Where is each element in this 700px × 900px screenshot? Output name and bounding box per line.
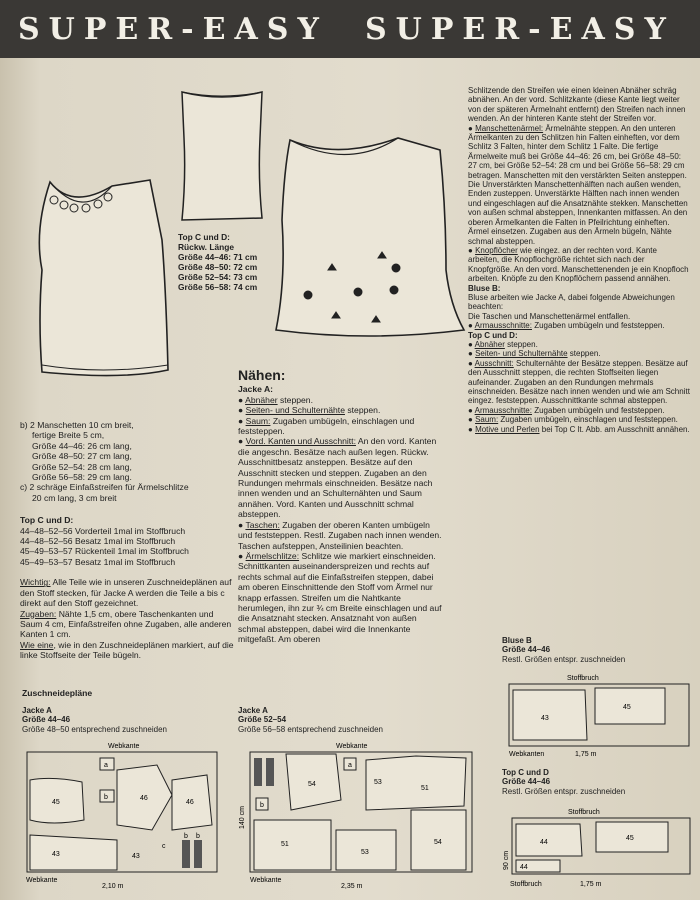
top-c-illustration bbox=[12, 170, 187, 395]
plan-label: b bbox=[196, 833, 200, 840]
plan-label: c bbox=[162, 843, 166, 850]
naehen-item: ● Vord. Kanten und Ausschnitt: An den vord. Kanten die angeschn. Besätze nach außen legen. Rückw. Ausschnittbesatz ansteppen. Besätze auf den Ausschnitt stecken und steppen. Zugaben an den Rundungen mehrmals einschneiden. Besätze nach innen wenden und an Schulternähten und Saum annähen. Vord. Kanten und Ausschnitt schmal absteppen. bbox=[238, 436, 437, 520]
topcd-length-subtitle: Rückw. Länge bbox=[178, 242, 234, 252]
item-text: wie eingez. an der rechten vord. Kante arbeiten, die Knopflochgröße richtet sich nach der Knopfgröße. An den vord. Manschettenenden je ein Knopfloch arbeiten. Knöpfe zu den Knopflöchern passend annähen. bbox=[468, 245, 689, 284]
item-text: Schlitze wie markiert einschneiden. Schnittkanten auseinanderspreizen und rechts auf rechts schmal auf die Einfaßstreifen steppen, dabei am oberen Einschnittende den Stoff vom Ärmel nur knapp erfassen. Streifen um die Nahtkante herumlegen, ihn zur ¾ cm Breite einschlagen und auf die Ansatznaht stecken. Ansatznaht von außen schmal absteppen, dabei wird die Innenkante mitgefaßt. Am oberen bbox=[238, 550, 442, 645]
item-label: Armausschnitte: bbox=[474, 405, 532, 415]
vlies-label: Wie eine bbox=[20, 639, 54, 650]
right-column bbox=[468, 86, 690, 434]
cd-part-row bbox=[20, 526, 235, 536]
naehen-item: ● Saum: Zugaben umbügeln, einschlagen und feststeppen. bbox=[238, 415, 415, 437]
plan-webkanten: Webkanten bbox=[509, 751, 545, 758]
item-text: Ärmelnähte steppen. An den unteren Ärmelkanten zu den Schlitzen hin Falten einheften, vor dem Schlitz 3 Falten, hinter dem Schlitz 1 Falte. Die fertige Ärmelweite muß bei Größe 44–46: 26 cm, bei Größe 48–50: 27 cm, bei Größe 52–54: 28 cm und bei Größe 56–58: 29 cm betragen. Manschetten mit den verstärkten Seiten ansteppen. Die Unverstärkten Manschettenhälften nach außen wenden, Enden zusteppen. Unverstärkte Hälften nach innen wenden und eingeschlagen auf die Ansatznähte stekken. Manschetten von außen schmal absteppen, Innenkanten mitfassen. An den oberen Ärmelkanten die Falten in Pfeilrichtung einheften. Ärmel einsetzen. Zugaben aus den Ärmeln bügeln, Nähte schmal absteppen. bbox=[468, 123, 688, 246]
plan-top-cd-caption bbox=[502, 768, 692, 796]
plan-size: Größe 44–46 bbox=[502, 645, 551, 655]
plan-webkante: Webkante bbox=[108, 743, 140, 750]
size-code: 45–49–53–57 bbox=[20, 556, 73, 567]
plan-jacke-a-left-caption bbox=[22, 706, 232, 734]
item-label: Saum: bbox=[475, 415, 499, 425]
plan-title: Top C und D bbox=[502, 768, 549, 777]
item-text: Zugaben umbügeln, einschlagen und feststeppen. bbox=[238, 415, 415, 437]
size-code: 44–48–52–56 bbox=[20, 525, 73, 536]
item-text: steppen. bbox=[277, 394, 313, 405]
plan-label: 51 bbox=[421, 785, 429, 792]
item-label: Ärmelschlitze: bbox=[245, 550, 300, 561]
plan-bluse-b-caption bbox=[502, 636, 692, 664]
item-text: steppen. bbox=[567, 349, 601, 359]
right-intro: Schlitzende den Streifen wie einen kleinen Abnäher schräg abnähen. An der vord. Schlitzkante (diese Kante liegt weiter von der späteren Ärmelnaht entfernt) den Streifen nach innen wenden. An der hinteren Kante steht der Streifen vor. bbox=[468, 86, 686, 124]
plan-label: 45 bbox=[52, 799, 60, 806]
bluse-text: Bluse arbeiten wie Jacke A, dabei folgende Abweichungen beachten: bbox=[468, 292, 675, 312]
topcd-length-line: Größe 48–50: 72 cm bbox=[178, 262, 258, 272]
plan-height: 90 cm bbox=[503, 850, 510, 870]
part-desc: Besatz 1mal im Stoffbruch bbox=[74, 556, 176, 567]
plan-label: 53 bbox=[374, 779, 382, 786]
item-text: An den vord. Kanten die angeschn. Besätze nach außen legen. Rückw. Ausschnittbesatz ansteppen. Besätze auf den Ausschnitt stecken und steppen. Zugaben an den Rundungen mehrmals einschneiden. Besätze nach innen wenden und an Schulternähten und Saum annähen. Vord. Kanten und Ausschnitt schmal absteppen. bbox=[238, 436, 437, 520]
topcd-length-title: Top C und D: bbox=[178, 232, 230, 242]
plan-label: 53 bbox=[361, 849, 369, 856]
list-line: c) 2 schräge Einfaßstreifen für Ärmelschlitze bbox=[20, 482, 189, 493]
topcd-title: Top C und D: bbox=[468, 330, 518, 340]
wichtig-paragraph bbox=[20, 577, 235, 608]
cd-part-row bbox=[20, 557, 235, 567]
plan-label: 46 bbox=[186, 799, 194, 806]
cd-parts-title: Top C und D: bbox=[20, 515, 74, 526]
right-item: ● Armausschnitte: Zugaben umbügeln und feststeppen. bbox=[468, 405, 665, 415]
top-d-illustration bbox=[268, 130, 468, 345]
part-desc: Besatz 1mal im Stoffbruch bbox=[74, 536, 176, 547]
plan-note: Größe 48–50 entsprechend zuschneiden bbox=[22, 724, 167, 734]
plan-width: 2,35 m bbox=[341, 883, 363, 890]
plan-size: Größe 44–46 bbox=[22, 715, 71, 725]
plan-note: Restl. Größen entspr. zuschneiden bbox=[502, 654, 626, 664]
plan-label: 45 bbox=[626, 835, 634, 842]
plan-label: 44 bbox=[540, 839, 548, 846]
plans-title: Zuschneidepläne bbox=[22, 688, 93, 698]
plan-width: 1,75 m bbox=[580, 881, 602, 888]
item-label: Abnäher bbox=[474, 339, 505, 349]
item-label: Abnäher bbox=[245, 394, 278, 405]
right-item: ● Knopflöcher wie eingez. an der rechten vord. Kante arbeiten, die Knopflochgröße richtet sich nach der Knopfgröße. An den vord. Manschettenenden je ein Knopfloch arbeiten. Knöpfe zu den Knopflöchern passend annähen. bbox=[468, 245, 689, 284]
item-text: Zugaben der oberen Kanten umbügeln und feststeppen. Restl. Zugaben nach innen wenden. Taschen aufsteppen, Ansteilinien beachten. bbox=[238, 519, 442, 551]
plan-width: 1,75 m bbox=[575, 751, 597, 758]
plan-title: Bluse B bbox=[502, 636, 532, 645]
item-label: Knopflöcher bbox=[475, 245, 518, 255]
jacke-a-title: Jacke A: bbox=[238, 384, 274, 395]
plan-label: 43 bbox=[52, 851, 60, 858]
naehen-item: ● Ärmelschlitze: Schlitze wie markiert einschneiden. Schnittkanten auseinanderspreizen und rechts auf rechts schmal auf die Einfaßstreifen steppen, dabei am oberen Einschnittende den Stoff vom Ärmel nur knapp erfassen. Streifen um die Nahtkante herumlegen, ihn zur ¾ cm Breite einschlagen und auf die Ansatznaht stecken. Ansatznaht von außen schmal absteppen, dabei wird die Innenkante mitgefaßt. Am oberen bbox=[238, 550, 442, 645]
right-item: ● Ausschnitt: Schulternähte der Besätze steppen. Besätze auf den Ausschnitt steppen, die rechten Stoffseiten liegen aufeinander. Zugaben an den Rundungen mehrmals einschneiden. Besätze nach innen wenden und wie am Schnitt eingez. feststeppen. Ausschnittkante schmal absteppen. bbox=[468, 358, 690, 406]
item-text: steppen. bbox=[504, 339, 538, 349]
plan-label: a bbox=[348, 762, 352, 769]
item-label: Taschen: bbox=[245, 519, 280, 530]
right-item: ● Seiten- und Schulternähte steppen. bbox=[468, 349, 601, 359]
right-item: ● Manschettenärmel: Ärmelnähte steppen. An den unteren Ärmelkanten zu den Schlitzen hin Falten einheften, vor dem Schlitz 3 Falten, hinter dem Schlitz 1 Falte. Die fertige Ärmelweite muß bei Größe 44–46: 26 cm, bei Größe 48–50: 27 cm, bei Größe 52–54: 28 cm und bei Größe 56–58: 29 cm betragen. Manschetten mit den verstärkten Seiten ansteppen. Die Unverstärkten Manschettenhälften nach außen wenden, Enden zusteppen. Unverstärkte Hälften nach innen wenden und eingeschlagen auf die Ansatznähte stekken. Manschetten von außen schmal absteppen, Innenkanten mitfassen. An den oberen Ärmelkanten die Falten in Pfeilrichtung einheften. Ärmel einsetzen. Zugaben aus den Ärmeln bügeln, Nähte schmal absteppen. bbox=[468, 123, 688, 246]
topcd-length-line: Größe 56–58: 74 cm bbox=[178, 282, 258, 292]
right-item: ● Abnäher steppen. bbox=[468, 339, 538, 349]
item-text: Schulternähte der Besätze steppen. Besätze auf den Ausschnitt steppen, die rechten Stoffseiten liegen aufeinander. Zugaben an den Rundungen mehrmals einschneiden. Besätze nach innen wenden und wie am Schnitt eingez. feststeppen. Ausschnittkante schmal absteppen. bbox=[468, 358, 690, 406]
list-line: 20 cm lang, 3 cm breit bbox=[32, 492, 117, 503]
zugaben-label: Zugaben: bbox=[20, 608, 57, 619]
wichtig-text: Alle Teile wie in unseren Zuschneideplänen auf den Stoff stecken, für Jacke A werden die Teile a bis c direkt auf den Stoff gezeichnet. bbox=[20, 577, 232, 609]
plan-label: 43 bbox=[541, 715, 549, 722]
plan-label: b bbox=[184, 833, 188, 840]
header-title-right: SUPER-EASY bbox=[365, 12, 675, 47]
plan-webkante: Webkante bbox=[336, 743, 368, 750]
plan-size: Größe 52–54 bbox=[238, 715, 287, 725]
right-item: ● Armausschnitte: Zugaben umbügeln und feststeppen. bbox=[468, 321, 665, 331]
item-label: Seiten- und Schulternähte bbox=[245, 405, 345, 416]
item-label: Armausschnitte: bbox=[474, 321, 532, 331]
cd-part-row bbox=[20, 536, 235, 546]
naehen-title: Nähen: bbox=[238, 367, 286, 383]
item-text: Zugaben umbügeln und feststeppen. bbox=[531, 321, 665, 331]
naehen-item: ● Taschen: Zugaben der oberen Kanten umbügeln und feststeppen. Restl. Zugaben nach innen wenden. Taschen aufsteppen, Ansteilinien beachten. bbox=[238, 519, 442, 551]
cutting-plan-jacke-a-52 bbox=[236, 740, 476, 890]
item-text: steppen. bbox=[344, 405, 381, 416]
cd-part-row bbox=[20, 546, 235, 556]
zugaben-paragraph bbox=[20, 609, 235, 640]
item-text: Zugaben umbügeln, einschlagen und feststeppen. bbox=[498, 415, 678, 425]
plan-note: Größe 56–58 entsprechend zuschneiden bbox=[238, 724, 383, 734]
size-code: 44–48–52–56 bbox=[20, 536, 73, 547]
bluse-title: Bluse B: bbox=[468, 283, 501, 293]
naehen-item: ● Seiten- und Schulternähte steppen. bbox=[238, 405, 381, 416]
list-line: Größe 52–54: 28 cm lang, bbox=[32, 461, 132, 472]
cutting-plan-jacke-a-44 bbox=[22, 740, 222, 890]
plan-label: 54 bbox=[434, 839, 442, 846]
plan-stoffbruch: Stoffbruch bbox=[567, 675, 599, 682]
plan-label: 45 bbox=[623, 704, 631, 711]
list-line: Größe 44–46: 26 cm lang, bbox=[32, 440, 132, 451]
part-desc: Vorderteil 1mal im Stoffbruch bbox=[74, 525, 186, 536]
list-line: Größe 56–58: 29 cm lang. bbox=[32, 472, 132, 483]
plan-stoffbruch: Stoffbruch bbox=[568, 809, 600, 816]
left-list bbox=[20, 420, 235, 661]
bluse-text2: Die Taschen und Manschettenärmel entfallen. bbox=[468, 311, 631, 321]
plan-label: 54 bbox=[308, 781, 316, 788]
zugaben-text: Nähte 1,5 cm, obere Taschenkanten und Saum 4 cm, Einfaßstreifen ohne Zugaben, alle anderen Kanten 1 cm. bbox=[20, 608, 232, 640]
topcd-length-line: Größe 44–46: 71 cm bbox=[178, 252, 258, 262]
plan-stoffbruch-bottom: Stoffbruch bbox=[510, 881, 542, 888]
plan-label: b bbox=[260, 802, 264, 809]
item-label: Vord. Kanten und Ausschnitt: bbox=[245, 436, 356, 447]
plan-jacke-a-mid-caption bbox=[238, 706, 458, 734]
plan-label: a bbox=[104, 762, 108, 769]
item-label: Seiten- und Schulternähte bbox=[475, 349, 568, 359]
topcd-length-block bbox=[178, 232, 288, 292]
size-code: 45–49–53–57 bbox=[20, 546, 73, 557]
item-text: Zugaben umbügeln und feststeppen. bbox=[531, 405, 665, 415]
plan-note: Restl. Größen entspr. zuschneiden bbox=[502, 786, 626, 796]
plan-label: b bbox=[104, 794, 108, 801]
right-item: ● Saum: Zugaben umbügeln, einschlagen und feststeppen. bbox=[468, 415, 678, 425]
plan-title: Jacke A bbox=[238, 706, 268, 715]
naehen-item: ● Abnäher steppen. bbox=[238, 394, 313, 405]
list-line: fertige Breite 5 cm, bbox=[32, 430, 105, 441]
item-label: Ausschnitt: bbox=[474, 358, 514, 368]
plan-webkante-bottom: Webkante bbox=[26, 877, 58, 884]
cutting-plan-top-cd bbox=[500, 806, 695, 898]
right-item: ● Motive und Perlen bei Top C lt. Abb. am Ausschnitt annähen. bbox=[468, 424, 690, 434]
vlies-paragraph bbox=[20, 640, 235, 661]
cutting-plan-bluse-b bbox=[505, 672, 695, 762]
part-desc: Rückenteil 1mal im Stoffbruch bbox=[74, 546, 189, 557]
plan-label: 44 bbox=[520, 864, 528, 871]
plan-webkante-bottom: Webkante bbox=[250, 877, 282, 884]
top-back-illustration bbox=[172, 88, 272, 228]
plan-size: Größe 44–46 bbox=[502, 777, 551, 787]
plan-height: 140 cm bbox=[239, 806, 246, 829]
plan-label: 46 bbox=[140, 795, 148, 802]
plan-label: 51 bbox=[281, 841, 289, 848]
plan-label: 43 bbox=[132, 853, 140, 860]
list-line: Größe 48–50: 27 cm lang, bbox=[32, 451, 132, 462]
page-header bbox=[0, 0, 700, 58]
naehen-section bbox=[238, 367, 446, 645]
list-line: b) 2 Manschetten 10 cm breit, bbox=[20, 420, 134, 430]
plan-title: Jacke A bbox=[22, 706, 52, 715]
wichtig-label: Wichtig: bbox=[20, 577, 51, 588]
plan-width: 2,10 m bbox=[102, 883, 124, 890]
item-label: Motive und Perlen bbox=[475, 424, 540, 434]
item-label: Saum: bbox=[245, 415, 271, 426]
vlies-text: , wie in den Zuschneideplänen markiert, auf die linke Stoffseite der Teile bügeln. bbox=[20, 639, 234, 661]
item-label: Manschettenärmel: bbox=[475, 123, 544, 133]
item-text: bei Top C lt. Abb. am Ausschnitt annähen. bbox=[539, 424, 690, 434]
header-title-left: SUPER-EASY bbox=[18, 12, 328, 47]
topcd-length-line: Größe 52–54: 73 cm bbox=[178, 272, 258, 282]
